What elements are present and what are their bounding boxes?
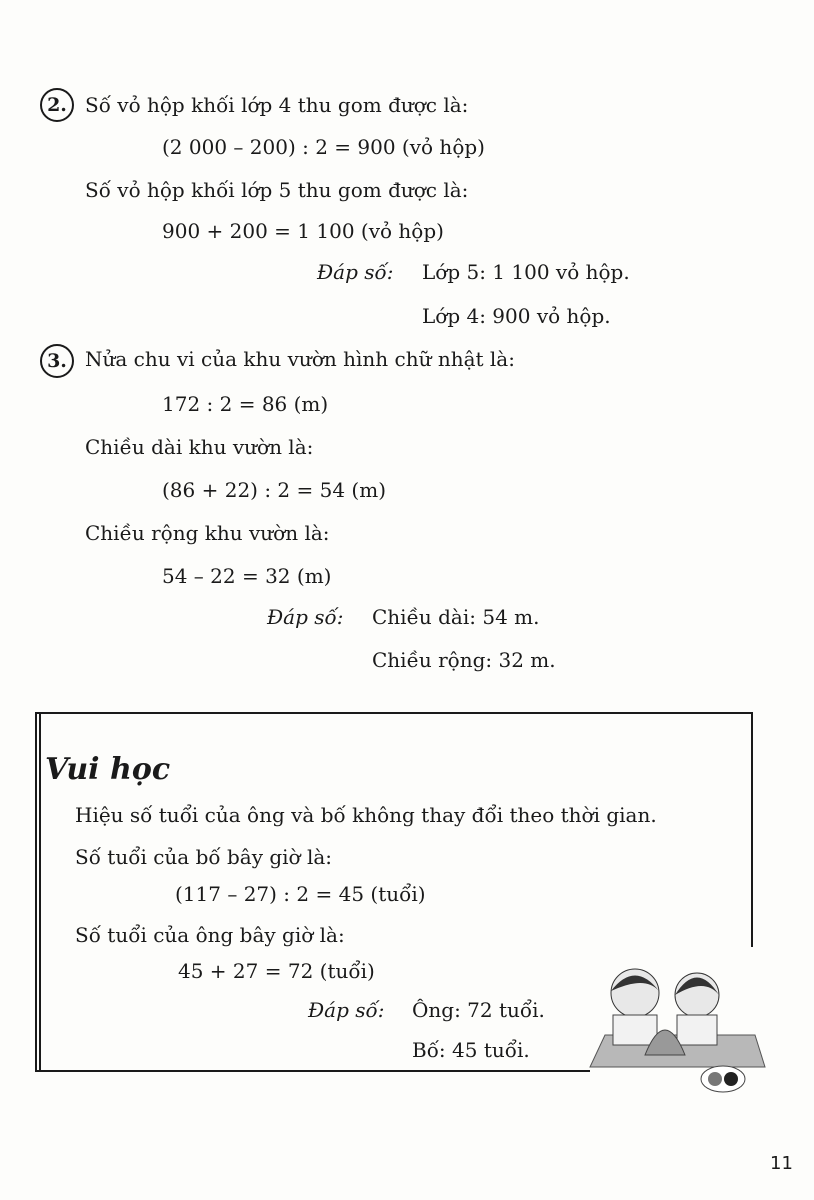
vui-hoc-line: Số tuổi của ông bây giờ là: — [75, 923, 345, 947]
problem-2-answer: Lớp 4: 900 vỏ hộp. — [422, 304, 611, 328]
problem-2-line: Số vỏ hộp khối lớp 4 thu gom được là: — [85, 93, 469, 117]
problem-2-line: Số vỏ hộp khối lớp 5 thu gom được là: — [85, 178, 469, 202]
vui-hoc-title: Vui học — [45, 752, 171, 787]
problem-2-answer-label: Đáp số: — [317, 260, 394, 284]
problem-2-number: 2. — [40, 88, 74, 122]
problem-3-answer: Chiều rộng: 32 m. — [372, 648, 556, 672]
vui-hoc-line: Hiệu số tuổi của ông và bố không thay đổi theo thời gian. — [75, 803, 657, 827]
problem-2-line: 900 + 200 = 1 100 (vỏ hộp) — [162, 219, 444, 243]
vui-hoc-line: 45 + 27 = 72 (tuổi) — [178, 959, 375, 983]
vui-hoc-answer-label: Đáp số: — [308, 998, 385, 1022]
children-illustration — [585, 955, 775, 1095]
vui-hoc-answer: Bố: 45 tuổi. — [412, 1038, 530, 1062]
problem-2-answer: Lớp 5: 1 100 vỏ hộp. — [422, 260, 630, 284]
problem-3-answer-label: Đáp số: — [267, 605, 344, 629]
problem-3-number: 3. — [40, 344, 74, 378]
problem-2-line: (2 000 – 200) : 2 = 900 (vỏ hộp) — [162, 135, 485, 159]
vui-hoc-line: (117 – 27) : 2 = 45 (tuổi) — [175, 882, 426, 906]
page-number: 11 — [770, 1153, 793, 1174]
problem-3-line: 54 – 22 = 32 (m) — [162, 564, 332, 588]
vui-hoc-line: Số tuổi của bố bây giờ là: — [75, 845, 333, 869]
vui-hoc-answer: Ông: 72 tuổi. — [412, 998, 545, 1022]
problem-3-line: (86 + 22) : 2 = 54 (m) — [162, 478, 387, 502]
problem-3-line: Chiều dài khu vườn là: — [85, 435, 314, 459]
problem-3-answer: Chiều dài: 54 m. — [372, 605, 540, 629]
problem-3-line: Chiều rộng khu vườn là: — [85, 521, 330, 545]
problem-3-line: 172 : 2 = 86 (m) — [162, 392, 329, 416]
problem-3-line: Nửa chu vi của khu vườn hình chữ nhật là: — [85, 347, 515, 371]
